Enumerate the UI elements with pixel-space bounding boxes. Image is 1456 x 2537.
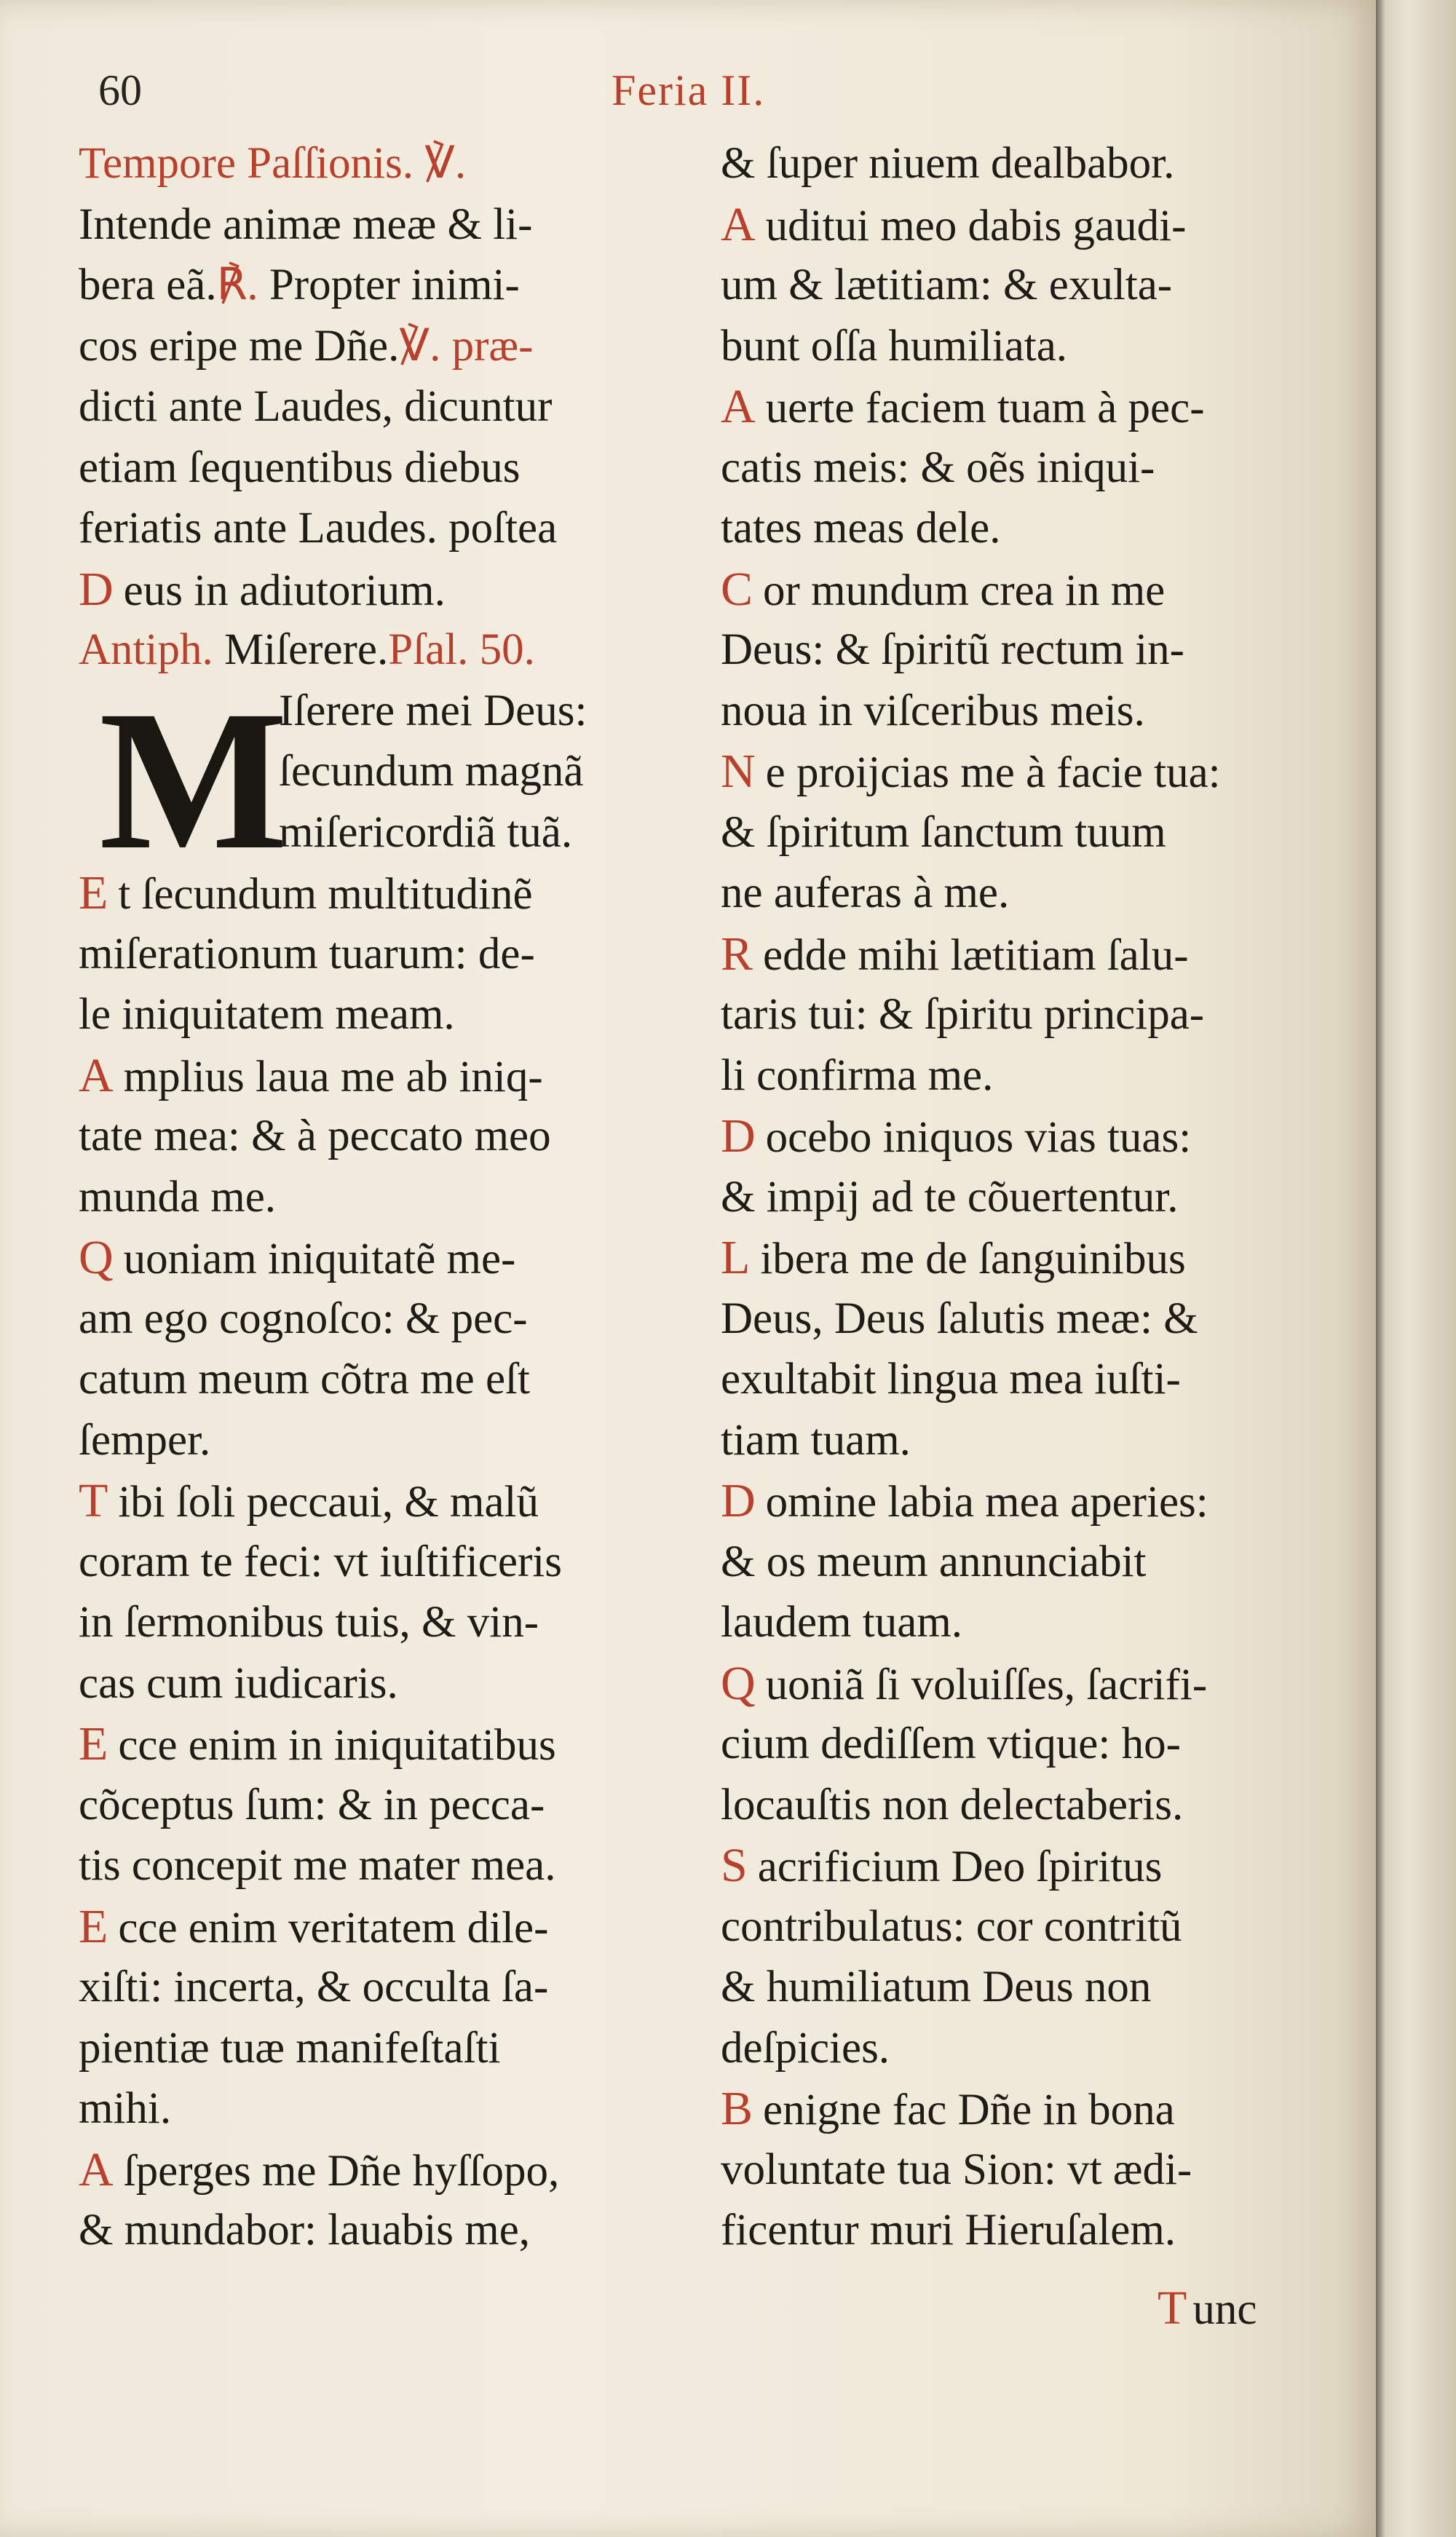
text-line [79, 316, 697, 377]
right-column [721, 133, 1332, 2261]
text-span: omine labia mea aperies: [765, 1478, 1208, 1527]
initial-letter: D [721, 1109, 756, 1163]
text-line: locauſtis non delectaberis. [721, 1780, 1184, 1829]
initial-letter: R [721, 927, 753, 981]
initial-letter: S [721, 1839, 748, 1892]
initial-letter: D [79, 562, 114, 616]
text-line: & ſuper niuem dealbabor. [721, 139, 1175, 188]
initial-letter: L [721, 1231, 751, 1284]
verse-line [721, 559, 1332, 620]
rubric-line: dicti ante Laudes, dicuntur [79, 382, 553, 431]
initial-letter: E [79, 1899, 108, 1953]
initial-letter: N [721, 745, 756, 798]
text-span: Tempore Paſſionis. ℣. [79, 139, 467, 188]
verse-line [79, 1714, 697, 1775]
verse-line [721, 376, 1332, 438]
verse-line [721, 2078, 1332, 2140]
verse-line [721, 1835, 1332, 1896]
text-line: ſecundum magnã [279, 747, 584, 796]
text-line [79, 255, 697, 316]
initial-letter: A [721, 380, 756, 433]
text-line: & ſpiritum ſanctum tuum [721, 807, 1166, 857]
text-line: & humiliatum Deus non [721, 1963, 1152, 2011]
text-span: uditui meo dabis gaudi- [765, 201, 1187, 250]
text-line: um & lætitiam: & exulta- [721, 261, 1173, 309]
text-line: taris tui: & ſpiritu principa- [721, 990, 1205, 1039]
text-line: Intende animæ meæ & li- [79, 199, 533, 249]
verse-line [721, 194, 1332, 256]
verse-line [79, 2140, 697, 2201]
text-span: e proijcias me à facie tua: [765, 748, 1221, 797]
text-span: Pſal. 50. [388, 625, 535, 674]
left-column [79, 133, 697, 2261]
text-line: ne auferas à me. [721, 868, 1010, 917]
verse-line [79, 1471, 697, 1532]
initial-letter: Q [79, 1231, 114, 1284]
text-line: ſemper. [79, 1415, 211, 1465]
initial-letter: A [79, 1048, 114, 1102]
text-line [79, 133, 697, 194]
text-line: Deus, Deus ſalutis meæ: & [721, 1294, 1198, 1343]
verse-line [721, 1471, 1332, 1532]
text-line: & impij ad te cõuertentur. [721, 1172, 1179, 1222]
text-line: catum meum cõtra me eſt [79, 1355, 530, 1404]
text-line: le iniquitatem meam. [79, 990, 455, 1039]
text-span: uoniam iniquitatẽ me- [123, 1235, 516, 1283]
text-line: cium dediſſem vtique: ho- [721, 1719, 1181, 1768]
text-span: acrificium Deo ſpiritus [757, 1843, 1163, 1891]
text-line: & os meum annunciabit [721, 1537, 1147, 1586]
text-line: in ſermonibus tuis, & vin- [79, 1598, 539, 1647]
text-span: ℟. [216, 261, 258, 309]
text-span: uoniã ſi voluiſſes, ſacrifi- [765, 1660, 1208, 1709]
running-title: Feria II. [612, 66, 766, 114]
text-line: catis meis: & oẽs iniqui- [721, 443, 1155, 492]
initial-letter: D [721, 1474, 756, 1527]
initial-letter: C [721, 562, 753, 616]
initial-letter: E [79, 1717, 108, 1770]
verse-line [721, 741, 1332, 802]
text-line: contribulatus: cor contritũ [721, 1901, 1182, 1951]
text-line: Deus: & ſpiritũ rectum in- [721, 625, 1184, 674]
text-line: tis concepit me mater mea. [79, 1841, 556, 1890]
text-span: t ſecundum multitudinẽ [118, 870, 533, 919]
text-line: miſerationum tuarum: de- [79, 929, 535, 978]
text-line: miſericordiã tuã. [279, 807, 573, 857]
text-line: voluntate tua Sion: vt ædi- [721, 2145, 1192, 2194]
text-line: & mundabor: lauabis me, [79, 2206, 531, 2255]
text-span: cos eripe me Dñe. [79, 321, 400, 371]
text-line: cas cum iudicaris. [79, 1658, 398, 1708]
text-span: mplius laua me ab iniq- [123, 1052, 543, 1101]
verse-line [79, 863, 697, 924]
book-fore-edge [1376, 0, 1456, 2537]
text-span: enigne fac Dñe in bona [763, 2086, 1175, 2134]
text-line: laudem tuam. [721, 1598, 963, 1647]
verse-line [721, 924, 1332, 985]
text-span: edde mihi lætitiam ſalu- [763, 930, 1189, 980]
text-span: Miſerere. [213, 625, 389, 674]
text-span: ibi ſoli peccaui, & malũ [118, 1478, 539, 1527]
catchword-text: unc [1192, 2285, 1257, 2334]
text-line: mihi. [79, 2084, 172, 2133]
verse-line [79, 1896, 697, 1958]
rubric-line: etiam ſequentibus diebus [79, 443, 521, 492]
page-header [0, 66, 1376, 131]
text-line: exultabit lingua mea iuſti- [721, 1355, 1181, 1404]
verse-line [721, 1227, 1332, 1289]
initial-letter: T [79, 1474, 108, 1527]
text-span: ocebo iniquos vias tuas: [765, 1113, 1192, 1162]
text-line: tates meas dele. [721, 504, 1001, 553]
catchword-text: T [1158, 2281, 1187, 2335]
initial-letter: A [721, 197, 756, 251]
text-span: or mundum crea in me [763, 566, 1166, 615]
text-span: eus in adiutorium. [123, 566, 446, 615]
text-span: Antiph. [79, 625, 213, 674]
rubric-line: feriatis ante Laudes. poſtea [79, 504, 558, 553]
drop-cap-initial: M [99, 670, 288, 891]
initial-letter: A [79, 2142, 114, 2196]
page-number: 60 [98, 66, 142, 114]
verse-line [79, 1045, 697, 1107]
text-line: ficentur muri Hieruſalem. [721, 2206, 1176, 2255]
text-span: ℣. præ- [399, 321, 534, 371]
text-line: coram te feci: vt iuſtificeris [79, 1537, 562, 1586]
text-line: cõceptus ſum: & in pecca- [79, 1780, 545, 1829]
text-line: munda me. [79, 1172, 277, 1222]
text-line: tate mea: & à peccato meo [79, 1112, 551, 1160]
text-span: cce enim in iniquitatibus [118, 1721, 556, 1770]
text-line: tiam tuam. [721, 1415, 911, 1465]
initial-letter: Q [721, 1656, 756, 1710]
verse-line [79, 1227, 697, 1289]
catchword [1158, 2281, 1257, 2336]
verse-line [79, 559, 697, 620]
text-span: ſperges me Dñe hyſſopo, [123, 2146, 560, 2196]
text-line: pientiæ tuæ manifeſtaſti [79, 2023, 501, 2073]
text-span: bera eã. [79, 261, 217, 309]
verse-line [721, 1653, 1332, 1714]
text-span: Propter inimi- [258, 261, 520, 309]
text-line: xiſti: incerta, & occulta ſa- [79, 1963, 549, 2011]
text-line: li confirma me. [721, 1050, 994, 1100]
text-line: noua in viſceribus meis. [721, 686, 1145, 735]
text-span: cce enim veritatem dile- [118, 1903, 549, 1952]
text-span: uerte faciem tuam à pec- [765, 384, 1205, 432]
initial-letter: E [79, 866, 108, 919]
verse-line [721, 1106, 1332, 1167]
text-line: bunt oſſa humiliata. [721, 321, 1068, 371]
antiphon-line [79, 620, 697, 681]
text-line: Iſerere mei Deus: [279, 686, 587, 735]
text-line: am ego cognoſco: & pec- [79, 1294, 528, 1343]
text-line: deſpicies. [721, 2023, 890, 2073]
initial-letter: B [721, 2082, 753, 2135]
text-span: ibera me de ſanguinibus [760, 1235, 1186, 1283]
